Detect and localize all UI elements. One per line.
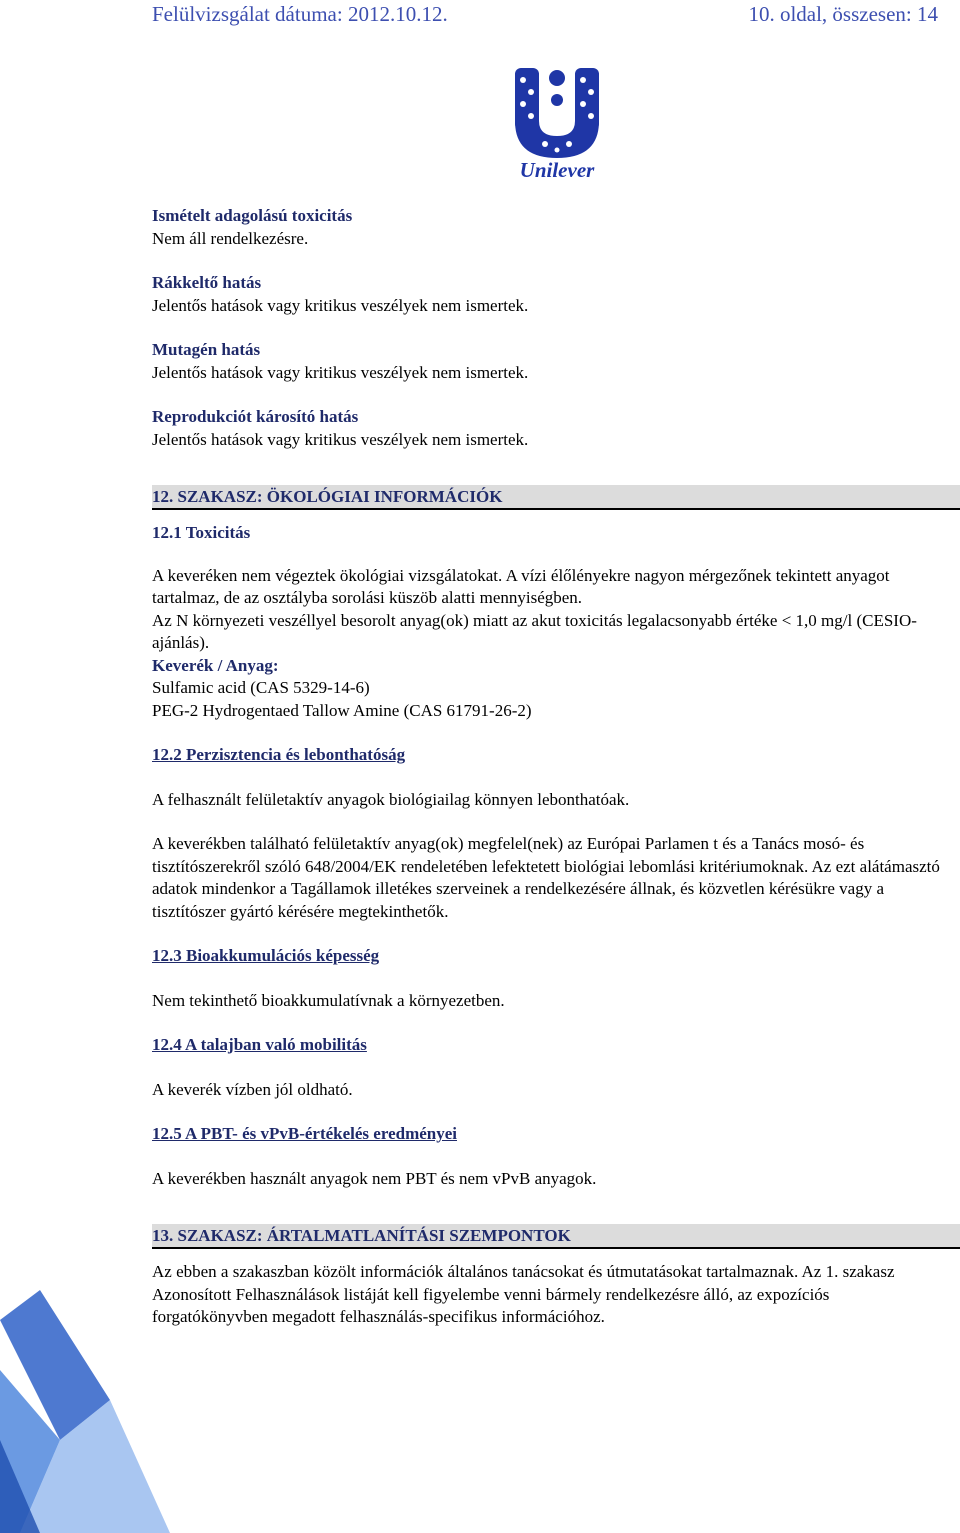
logo-wordmark: Unilever bbox=[519, 158, 595, 182]
tox-block bbox=[152, 339, 947, 384]
corner-decoration bbox=[0, 1290, 170, 1533]
toxicity-paragraph-2: Az N környezeti veszéllyel besorolt anyag(ok) miatt az akut toxicitás legalacsonyabb értéke < 1,0 mg/l (CESIO-ajánlás). bbox=[152, 610, 917, 652]
substance-item: PEG-2 Hydrogentaed Tallow Amine (CAS 61791-26-2) bbox=[152, 700, 532, 720]
tox-title: Rákkeltő hatás bbox=[152, 273, 262, 292]
tox-text: Jelentős hatások vagy kritikus veszélyek nem ismertek. bbox=[152, 362, 529, 382]
section-13-heading: 13. SZAKASZ: ÁRTALMATLANÍTÁSI SZEMPONTOK bbox=[152, 1224, 960, 1249]
persistence-paragraph-1: A felhasznált felületaktív anyagok biológiailag könnyen lebonthatóak. bbox=[152, 789, 630, 809]
disposal-paragraph: Az ebben a szakaszban közölt információk általános tanácsokat és útmutatásokat tartalmaznak. Az 1. szakasz Azonosított Felhasználások listáját kell figyelembe venni bármely rendelkezésre álló, az expozíciós forgatókönyvben megadott felhasználás-specifikus információhoz. bbox=[152, 1262, 895, 1326]
subsection-12-2-title: 12.2 Perzisztencia és lebonthatóság bbox=[152, 745, 406, 764]
persistence-paragraph-2: A keverékben található felületaktív anyag(ok) megfelel(nek) az Európai Parlamen t és a Tanács mosó- és tisztítószerekről szóló 648/2004/EK rendeletében lefektetett biológiai lebomlási kritériumoknak. Az ezt alátámasztó adatok mindenkor a Tagállamok illetékes szerveinek a rendelkezésére állnak, és közvetlen kérésükre vagy a tisztítószer gyártó kérésére megtekinthetők. bbox=[152, 834, 940, 921]
tox-title: Reprodukciót károsító hatás bbox=[152, 407, 359, 426]
tox-block bbox=[152, 406, 947, 451]
toxicity-paragraph-1: A keveréken nem végeztek ökológiai vizsgálatokat. A vízi élőlényekre nagyon mérgezőnek tekintett anyagot tartalmaz, de az osztályba sorolási küszöb alatti mennyiségben. bbox=[152, 565, 890, 607]
mixture-label: Keverék / Anyag: bbox=[152, 655, 279, 675]
subsection-12-4-title: 12.4 A talajban való mobilitás bbox=[152, 1035, 367, 1054]
document-body bbox=[152, 205, 947, 1329]
tox-block bbox=[152, 205, 947, 250]
pbt-paragraph: A keverékben használt anyagok nem PBT és nem vPvB anyagok. bbox=[152, 1168, 597, 1188]
substance-item: Sulfamic acid (CAS 5329-14-6) bbox=[152, 678, 370, 697]
section-12-heading: 12. SZAKASZ: ÖKOLÓGIAI INFORMÁCIÓK bbox=[152, 485, 960, 510]
tox-title: Ismételt adagolású toxicitás bbox=[152, 206, 353, 225]
subsection-12-1-title: 12.1 Toxicitás bbox=[152, 523, 251, 542]
tox-text: Nem áll rendelkezésre. bbox=[152, 228, 309, 248]
tox-text: Jelentős hatások vagy kritikus veszélyek nem ismertek. bbox=[152, 295, 529, 315]
page-number: 10. oldal, összesen: 14 bbox=[748, 2, 938, 26]
tox-block bbox=[152, 272, 947, 317]
unilever-logo bbox=[505, 66, 609, 182]
subsection-12-3-title: 12.3 Bioakkumulációs képesség bbox=[152, 946, 380, 965]
tox-title: Mutagén hatás bbox=[152, 340, 261, 359]
subsection-12-5-title: 12.5 A PBT- és vPvB-értékelés eredményei bbox=[152, 1124, 458, 1143]
tox-text: Jelentős hatások vagy kritikus veszélyek nem ismertek. bbox=[152, 429, 529, 449]
bioaccumulation-paragraph: Nem tekinthető bioakkumulatívnak a környezetben. bbox=[152, 990, 505, 1010]
mobility-paragraph: A keverék vízben jól oldható. bbox=[152, 1079, 353, 1099]
revision-date: Felülvizsgálat dátuma: 2012.10.12. bbox=[152, 2, 448, 26]
